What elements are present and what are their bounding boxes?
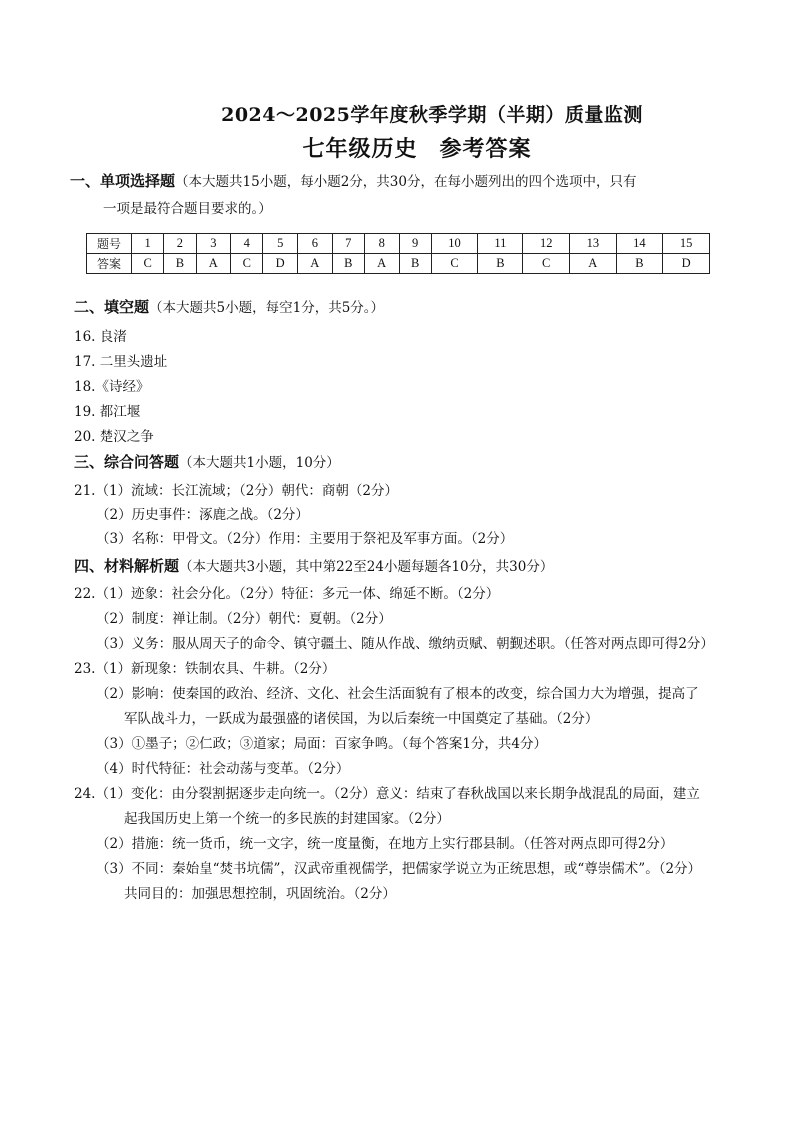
- section1-title: 一、单项选择题: [70, 172, 176, 190]
- question-number: 15: [663, 234, 710, 254]
- answer-cell: A: [570, 254, 617, 274]
- table-row-answers: [87, 254, 710, 274]
- answer-line: （3）①墨子；②仁政；③道家；局面：百家争鸣。（每个答案1分，共4分）: [96, 736, 548, 752]
- answer-cell: B: [332, 254, 364, 274]
- reference-answer-label: 参考答案: [439, 136, 532, 162]
- section2-title: 二、填空题: [74, 298, 150, 316]
- answer-cell: C: [431, 254, 478, 274]
- exam-title: 2024～2025学年度秋季学期（半期）质量监测: [221, 104, 643, 126]
- answer-line: 军队战斗力，一跃成为最强盛的诸侯国，为以后秦统一中国奠定了基础。（2分）: [124, 711, 599, 727]
- question-number: 10: [431, 234, 478, 254]
- answer-cell: B: [399, 254, 431, 274]
- answer-line: 共同目的：加强思想控制，巩固统治。（2分）: [124, 886, 396, 902]
- answer-cell: B: [616, 254, 663, 274]
- question-number: 9: [399, 234, 431, 254]
- row-label-answer: 答案: [87, 254, 132, 274]
- answer-table: [86, 233, 710, 274]
- answer-line: 22.（1）迹象：社会分化。（2分）特征：多元一体、绵延不断。（2分）: [74, 586, 500, 602]
- fill-answer: 17. 二里头遗址: [74, 354, 168, 370]
- fill-answer: 16. 良渚: [74, 329, 127, 345]
- answer-line: （3）不同：秦始皇“焚书坑儒”，汉武帝重视儒学，把儒家学说立为正统思想，或“尊崇儒术”。（2分）: [96, 861, 702, 877]
- section3-header: [74, 451, 340, 472]
- section2-note: （本大题共5小题，每空1分，共5分。）: [149, 300, 385, 316]
- answer-cell: B: [478, 254, 523, 274]
- answer-line: 24.（1）变化：由分裂割据逐步走向统一。（2分）意义：结束了春秋战国以来长期争战混乱的局面，建立: [74, 786, 700, 802]
- answer-line: （2）措施：统一货币，统一文字，统一度量衡，在地方上实行郡县制。（任答对两点即可得2分）: [96, 836, 674, 852]
- answer-line: （4）时代特征：社会动荡与变革。（2分）: [96, 761, 350, 777]
- answer-line: （2）历史事件：涿鹿之战。（2分）: [96, 507, 309, 523]
- answer-line: （3）义务：服从周天子的命令、镇守疆土、随从作战、缴纳贡赋、朝觐述职。（任答对两点即可得2分）: [96, 636, 714, 652]
- answer-key-title: [0, 132, 794, 163]
- answer-cell: D: [663, 254, 710, 274]
- question-number: 11: [478, 234, 523, 254]
- answer-cell: B: [164, 254, 196, 274]
- question-number: 5: [263, 234, 298, 254]
- section4-header: [74, 555, 553, 576]
- question-number: 12: [523, 234, 570, 254]
- section1-header: [70, 170, 636, 191]
- answer-cell: C: [523, 254, 570, 274]
- table-row-numbers: [87, 234, 710, 254]
- question-number: 14: [616, 234, 663, 254]
- section1-note-cont: 一项是最符合题目要求的。）: [103, 201, 272, 217]
- question-number: 2: [164, 234, 196, 254]
- grade-subject: 七年级历史: [302, 136, 418, 162]
- answer-line: （2）影响：使秦国的政治、经济、文化、社会生活面貌有了根本的改变，综合国力大为增强，提高了: [96, 686, 699, 702]
- section4-note: （本大题共3小题，其中第22至24小题每题各10分，共30分）: [179, 559, 554, 575]
- answer-cell: C: [231, 254, 263, 274]
- section3-title: 三、综合问答题: [74, 453, 180, 471]
- answer-line: （2）制度：禅让制。（2分）朝代：夏朝。（2分）: [96, 611, 392, 627]
- fill-answer: 19. 都江堰: [74, 404, 141, 420]
- answer-line: 23.（1）新现象：铁制农具、牛耕。（2分）: [74, 661, 336, 677]
- question-number: 8: [364, 234, 399, 254]
- section2-header: [74, 296, 384, 317]
- question-number: 3: [196, 234, 231, 254]
- answer-cell: C: [132, 254, 164, 274]
- question-number: 6: [298, 234, 333, 254]
- row-label-number: 题号: [87, 234, 132, 254]
- question-number: 7: [332, 234, 364, 254]
- question-number: 1: [132, 234, 164, 254]
- question-number: 4: [231, 234, 263, 254]
- fill-answer: 18.《诗经》: [74, 379, 150, 395]
- section3-note: （本大题共1小题，10分）: [179, 455, 340, 471]
- answer-cell: A: [364, 254, 399, 274]
- question-number: 13: [570, 234, 617, 254]
- answer-cell: D: [263, 254, 298, 274]
- answer-cell: A: [298, 254, 333, 274]
- section1-note: （本大题共15小题，每小题2分，共30分，在每小题列出的四个选项中，只有: [175, 174, 637, 190]
- answer-cell: A: [196, 254, 231, 274]
- fill-answer: 20. 楚汉之争: [74, 429, 154, 445]
- answer-line: 起我国历史上第一个统一的多民族的封建国家。（2分）: [124, 811, 450, 827]
- section4-title: 四、材料解析题: [74, 557, 180, 575]
- answer-line: （3）名称：甲骨文。（2分）作用：主要用于祭祀及军事方面。（2分）: [96, 531, 514, 547]
- answer-line: 21.（1）流域：长江流域；（2分）朝代：商朝（2分）: [74, 483, 398, 499]
